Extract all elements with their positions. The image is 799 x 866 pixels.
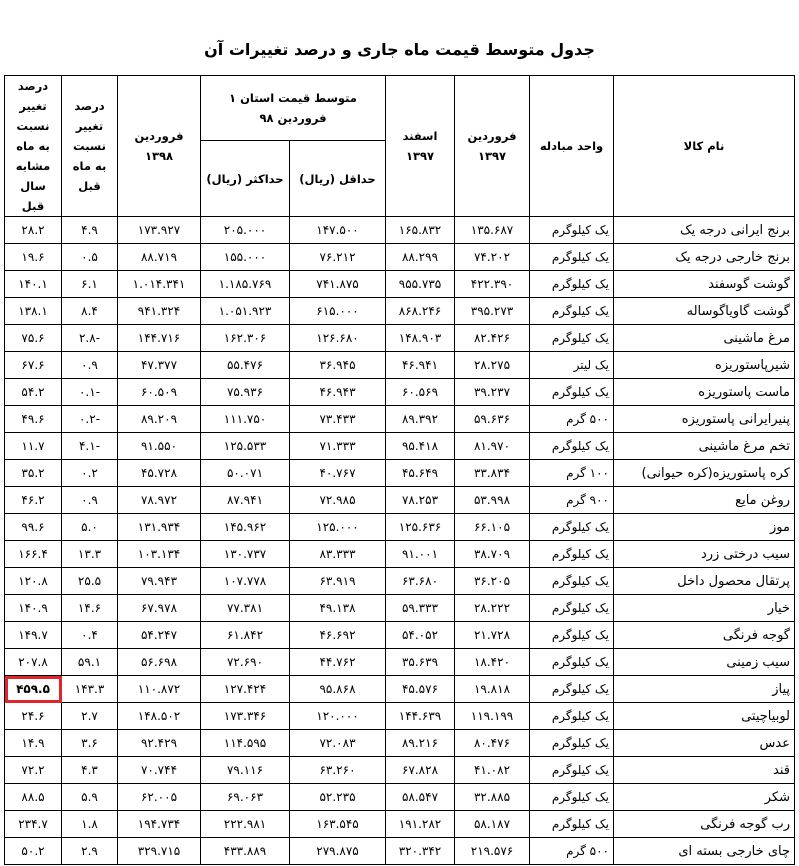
price-farvardin-1397: ۷۴.۲۰۲ bbox=[455, 244, 530, 271]
item-name: برنج خارجی درجه یک bbox=[614, 244, 795, 271]
price-max: ۱۳۰.۷۳۷ bbox=[201, 541, 290, 568]
price-table-body bbox=[5, 217, 795, 865]
unit-of-exchange: یک کیلوگرم bbox=[530, 325, 614, 352]
unit-of-exchange: یک کیلوگرم bbox=[530, 541, 614, 568]
percent-change-month: ۲.۹ bbox=[62, 838, 118, 865]
price-farvardin-1398: ۷۹.۹۴۳ bbox=[118, 568, 201, 595]
price-farvardin-1398: ۴۵.۷۲۸ bbox=[118, 460, 201, 487]
item-name: تخم مرغ ماشینی bbox=[614, 433, 795, 460]
price-farvardin-1397: ۳۹۵.۲۷۳ bbox=[455, 298, 530, 325]
table-row bbox=[5, 838, 795, 865]
header-unit: واحد مبادله bbox=[530, 76, 614, 217]
price-esfand-1397: ۶۰.۵۶۹ bbox=[386, 379, 455, 406]
table-row bbox=[5, 649, 795, 676]
price-farvardin-1398: ۱۷۳.۹۲۷ bbox=[118, 217, 201, 244]
table-row bbox=[5, 622, 795, 649]
price-max: ۱۶۲.۳۰۶ bbox=[201, 325, 290, 352]
price-farvardin-1397: ۳۶.۲۰۵ bbox=[455, 568, 530, 595]
percent-change-month: ۰.۵ bbox=[62, 244, 118, 271]
price-farvardin-1397: ۴۲۲.۳۹۰ bbox=[455, 271, 530, 298]
price-max: ۱۱۴.۵۹۵ bbox=[201, 730, 290, 757]
percent-change-month: -۲.۸ bbox=[62, 325, 118, 352]
table-row bbox=[5, 784, 795, 811]
price-farvardin-1397: ۵۸.۱۸۷ bbox=[455, 811, 530, 838]
percent-change-year: ۵۰.۲ bbox=[5, 838, 62, 865]
unit-of-exchange: یک کیلوگرم bbox=[530, 784, 614, 811]
price-max: ۱۰۷.۷۷۸ bbox=[201, 568, 290, 595]
item-name: چای خارجی بسته ای bbox=[614, 838, 795, 865]
item-name: برنج ایرانی درجه یک bbox=[614, 217, 795, 244]
price-esfand-1397: ۸۶۸.۲۴۶ bbox=[386, 298, 455, 325]
price-esfand-1397: ۸۸.۲۹۹ bbox=[386, 244, 455, 271]
item-name: سیب زمینی bbox=[614, 649, 795, 676]
percent-change-month: ۲.۷ bbox=[62, 703, 118, 730]
price-farvardin-1397: ۸۲.۴۲۶ bbox=[455, 325, 530, 352]
price-farvardin-1398: ۴۷.۳۷۷ bbox=[118, 352, 201, 379]
price-min: ۹۵.۸۶۸ bbox=[290, 676, 386, 703]
percent-change-year: ۴۶.۲ bbox=[5, 487, 62, 514]
price-min: ۷۳.۴۳۳ bbox=[290, 406, 386, 433]
item-name: پیاز bbox=[614, 676, 795, 703]
table-row bbox=[5, 379, 795, 406]
unit-of-exchange: یک کیلوگرم bbox=[530, 649, 614, 676]
price-max: ۱۲۷.۴۲۴ bbox=[201, 676, 290, 703]
item-name: قند bbox=[614, 757, 795, 784]
percent-change-month: ۰.۹ bbox=[62, 352, 118, 379]
price-farvardin-1397: ۵۳.۹۹۸ bbox=[455, 487, 530, 514]
unit-of-exchange: یک کیلوگرم bbox=[530, 379, 614, 406]
price-min: ۴۹.۱۳۸ bbox=[290, 595, 386, 622]
unit-of-exchange: یک کیلوگرم bbox=[530, 217, 614, 244]
price-farvardin-1397: ۳۲.۸۸۵ bbox=[455, 784, 530, 811]
unit-of-exchange: یک کیلوگرم bbox=[530, 568, 614, 595]
unit-of-exchange: یک کیلوگرم bbox=[530, 757, 614, 784]
percent-change-month: ۵۹.۱ bbox=[62, 649, 118, 676]
price-farvardin-1398: ۱۹۴.۷۳۴ bbox=[118, 811, 201, 838]
price-farvardin-1398: ۱.۰۱۴.۳۴۱ bbox=[118, 271, 201, 298]
price-farvardin-1397: ۳۹.۲۳۷ bbox=[455, 379, 530, 406]
price-esfand-1397: ۱۹۱.۲۸۲ bbox=[386, 811, 455, 838]
unit-of-exchange: یک کیلوگرم bbox=[530, 676, 614, 703]
unit-of-exchange: ۵۰۰ گرم bbox=[530, 838, 614, 865]
table-row bbox=[5, 757, 795, 784]
percent-change-month: ۰.۴ bbox=[62, 622, 118, 649]
price-max: ۵۰.۰۷۱ bbox=[201, 460, 290, 487]
price-esfand-1397: ۳۲۰.۳۴۲ bbox=[386, 838, 455, 865]
price-max: ۷۹.۱۱۶ bbox=[201, 757, 290, 784]
percent-change-month: ۰.۹ bbox=[62, 487, 118, 514]
table-row bbox=[5, 298, 795, 325]
unit-of-exchange: یک کیلوگرم bbox=[530, 514, 614, 541]
percent-change-year: ۳۵.۲ bbox=[5, 460, 62, 487]
price-farvardin-1398: ۶۷.۹۷۸ bbox=[118, 595, 201, 622]
price-farvardin-1397: ۲۱۹.۵۷۶ bbox=[455, 838, 530, 865]
unit-of-exchange: یک کیلوگرم bbox=[530, 433, 614, 460]
price-farvardin-1397: ۸۰.۴۷۶ bbox=[455, 730, 530, 757]
price-max: ۱۲۵.۵۳۳ bbox=[201, 433, 290, 460]
price-max: ۷۷.۳۸۱ bbox=[201, 595, 290, 622]
price-farvardin-1397: ۳۳.۸۳۴ bbox=[455, 460, 530, 487]
price-min: ۱۲۶.۶۸۰ bbox=[290, 325, 386, 352]
price-min: ۷۶.۲۱۲ bbox=[290, 244, 386, 271]
price-farvardin-1398: ۱۱۰.۸۷۲ bbox=[118, 676, 201, 703]
unit-of-exchange: یک کیلوگرم bbox=[530, 703, 614, 730]
price-max: ۱۱۱.۷۵۰ bbox=[201, 406, 290, 433]
percent-change-month: ۵.۹ bbox=[62, 784, 118, 811]
header-percent-change-year: درصد تغییر نسبت به ماه مشابه سال قبل bbox=[5, 76, 62, 217]
table-row bbox=[5, 595, 795, 622]
item-name: رب گوجه فرنگی bbox=[614, 811, 795, 838]
price-esfand-1397: ۹۱.۰۰۱ bbox=[386, 541, 455, 568]
price-max: ۱.۱۸۵.۷۶۹ bbox=[201, 271, 290, 298]
price-farvardin-1398: ۸۹.۲۰۹ bbox=[118, 406, 201, 433]
price-max: ۲۰۵.۰۰۰ bbox=[201, 217, 290, 244]
unit-of-exchange: یک کیلوگرم bbox=[530, 595, 614, 622]
table-row bbox=[5, 217, 795, 244]
percent-change-year: ۲۸.۲ bbox=[5, 217, 62, 244]
price-farvardin-1397: ۲۸.۲۷۵ bbox=[455, 352, 530, 379]
price-esfand-1397: ۹۵۵.۷۳۵ bbox=[386, 271, 455, 298]
price-farvardin-1398: ۶۲.۰۰۵ bbox=[118, 784, 201, 811]
price-max: ۲۲۲.۹۸۱ bbox=[201, 811, 290, 838]
price-farvardin-1398: ۱۴۸.۵۰۲ bbox=[118, 703, 201, 730]
percent-change-month: ۲۵.۵ bbox=[62, 568, 118, 595]
item-name: موز bbox=[614, 514, 795, 541]
price-farvardin-1397: ۱۳۵.۶۸۷ bbox=[455, 217, 530, 244]
table-row bbox=[5, 244, 795, 271]
item-name: خیار bbox=[614, 595, 795, 622]
price-farvardin-1398: ۷۰.۷۴۴ bbox=[118, 757, 201, 784]
percent-change-year: ۷۲.۲ bbox=[5, 757, 62, 784]
price-min: ۶۳.۲۶۰ bbox=[290, 757, 386, 784]
unit-of-exchange: ۹۰۰ گرم bbox=[530, 487, 614, 514]
price-max: ۷۵.۹۳۶ bbox=[201, 379, 290, 406]
item-name: پرتقال محصول داخل bbox=[614, 568, 795, 595]
price-max: ۶۱.۸۴۲ bbox=[201, 622, 290, 649]
price-farvardin-1398: ۳۲۹.۷۱۵ bbox=[118, 838, 201, 865]
price-min: ۸۳.۳۳۳ bbox=[290, 541, 386, 568]
price-min: ۴۰.۷۶۷ bbox=[290, 460, 386, 487]
price-esfand-1397: ۵۸.۵۴۷ bbox=[386, 784, 455, 811]
percent-change-year: ۱۴۰.۹ bbox=[5, 595, 62, 622]
percent-change-year: ۱۶۶.۴ bbox=[5, 541, 62, 568]
percent-change-year: ۱۳۸.۱ bbox=[5, 298, 62, 325]
table-row bbox=[5, 514, 795, 541]
price-esfand-1397: ۶۷.۸۲۸ bbox=[386, 757, 455, 784]
price-esfand-1397: ۱۲۵.۶۳۶ bbox=[386, 514, 455, 541]
price-min: ۴۶.۹۴۳ bbox=[290, 379, 386, 406]
percent-change-year: ۵۴.۲ bbox=[5, 379, 62, 406]
price-min: ۶۳.۹۱۹ bbox=[290, 568, 386, 595]
header-min: حداقل (ریال) bbox=[290, 141, 386, 217]
price-max: ۱۴۵.۹۶۲ bbox=[201, 514, 290, 541]
table-row bbox=[5, 460, 795, 487]
table-row bbox=[5, 730, 795, 757]
table-row bbox=[5, 541, 795, 568]
price-farvardin-1397: ۱۱۹.۱۹۹ bbox=[455, 703, 530, 730]
price-farvardin-1397: ۸۱.۹۷۰ bbox=[455, 433, 530, 460]
price-farvardin-1398: ۱۰۳.۱۳۴ bbox=[118, 541, 201, 568]
item-name: مرغ ماشینی bbox=[614, 325, 795, 352]
price-min: ۳۶.۹۴۵ bbox=[290, 352, 386, 379]
percent-change-year: ۸۸.۵ bbox=[5, 784, 62, 811]
price-esfand-1397: ۱۴۸.۹۰۳ bbox=[386, 325, 455, 352]
price-min: ۶۱۵.۰۰۰ bbox=[290, 298, 386, 325]
price-esfand-1397: ۴۶.۹۴۱ bbox=[386, 352, 455, 379]
price-max: ۱.۰۵۱.۹۲۳ bbox=[201, 298, 290, 325]
header-max: حداکثر (ریال) bbox=[201, 141, 290, 217]
unit-of-exchange: یک کیلوگرم bbox=[530, 244, 614, 271]
item-name: لوبیاچیتی bbox=[614, 703, 795, 730]
header-province-average: متوسط قیمت استان ۱ فروردین ۹۸ bbox=[201, 76, 386, 141]
price-farvardin-1397: ۴۱.۰۸۲ bbox=[455, 757, 530, 784]
percent-change-year: ۷۵.۶ bbox=[5, 325, 62, 352]
unit-of-exchange: یک کیلوگرم bbox=[530, 811, 614, 838]
item-name: سیب درختی زرد bbox=[614, 541, 795, 568]
item-name: گوشت گوسفند bbox=[614, 271, 795, 298]
price-farvardin-1398: ۹۲.۴۲۹ bbox=[118, 730, 201, 757]
table-row bbox=[5, 703, 795, 730]
table-row bbox=[5, 271, 795, 298]
percent-change-year: ۲۴.۶ bbox=[5, 703, 62, 730]
price-min: ۴۴.۷۶۲ bbox=[290, 649, 386, 676]
price-esfand-1397: ۱۴۴.۶۳۹ bbox=[386, 703, 455, 730]
price-max: ۸۷.۹۴۱ bbox=[201, 487, 290, 514]
price-farvardin-1398: ۵۴.۲۴۷ bbox=[118, 622, 201, 649]
item-name: ماست پاستوریزه bbox=[614, 379, 795, 406]
price-farvardin-1397: ۶۶.۱۰۵ bbox=[455, 514, 530, 541]
percent-change-month: ۴.۳ bbox=[62, 757, 118, 784]
price-esfand-1397: ۹۵.۴۱۸ bbox=[386, 433, 455, 460]
price-farvardin-1398: ۹۴۱.۳۲۴ bbox=[118, 298, 201, 325]
price-table bbox=[4, 75, 795, 865]
item-name: گوشت گاوياگوساله bbox=[614, 298, 795, 325]
percent-change-year: ۲۰۷.۸ bbox=[5, 649, 62, 676]
price-esfand-1397: ۵۹.۳۳۳ bbox=[386, 595, 455, 622]
item-name: عدس bbox=[614, 730, 795, 757]
unit-of-exchange: یک لیتر bbox=[530, 352, 614, 379]
price-farvardin-1398: ۸۸.۷۱۹ bbox=[118, 244, 201, 271]
percent-change-year: ۴۵۹.۵ bbox=[5, 676, 62, 703]
price-farvardin-1397: ۳۸.۷۰۹ bbox=[455, 541, 530, 568]
price-esfand-1397: ۵۴.۰۵۲ bbox=[386, 622, 455, 649]
unit-of-exchange: ۱۰۰ گرم bbox=[530, 460, 614, 487]
price-farvardin-1397: ۵۹.۶۳۶ bbox=[455, 406, 530, 433]
percent-change-year: ۴۹.۶ bbox=[5, 406, 62, 433]
price-max: ۶۹.۰۶۳ bbox=[201, 784, 290, 811]
table-row bbox=[5, 676, 795, 703]
price-min: ۷۲.۰۸۳ bbox=[290, 730, 386, 757]
header-farvardin-1398: فروردین ۱۳۹۸ bbox=[118, 76, 201, 217]
price-esfand-1397: ۸۹.۲۱۶ bbox=[386, 730, 455, 757]
price-max: ۱۵۵.۰۰۰ bbox=[201, 244, 290, 271]
price-farvardin-1398: ۹۱.۵۵۰ bbox=[118, 433, 201, 460]
item-name: شیرپاستوریزه bbox=[614, 352, 795, 379]
price-min: ۴۶.۶۹۲ bbox=[290, 622, 386, 649]
percent-change-month: ۳.۶ bbox=[62, 730, 118, 757]
unit-of-exchange: ۵۰۰ گرم bbox=[530, 406, 614, 433]
percent-change-month: ۴.۹ bbox=[62, 217, 118, 244]
price-esfand-1397: ۱۶۵.۸۳۲ bbox=[386, 217, 455, 244]
table-row bbox=[5, 433, 795, 460]
price-min: ۷۲.۹۸۵ bbox=[290, 487, 386, 514]
page-title: جدول متوسط قیمت ماه جاری و درصد تغییرات آن bbox=[204, 40, 595, 59]
percent-change-month: ۵.۰ bbox=[62, 514, 118, 541]
table-row bbox=[5, 487, 795, 514]
percent-change-year: ۶۷.۶ bbox=[5, 352, 62, 379]
percent-change-year: ۱۴۰.۱ bbox=[5, 271, 62, 298]
percent-change-month: -۰.۲ bbox=[62, 406, 118, 433]
percent-change-month: ۱۴۳.۳ bbox=[62, 676, 118, 703]
percent-change-year: ۱۹.۶ bbox=[5, 244, 62, 271]
item-name: گوجه فرنگی bbox=[614, 622, 795, 649]
header-percent-change-month: درصد تغییر نسبت به ماه قبل bbox=[62, 76, 118, 217]
percent-change-month: ۱.۸ bbox=[62, 811, 118, 838]
table-row bbox=[5, 811, 795, 838]
price-esfand-1397: ۸۹.۳۹۲ bbox=[386, 406, 455, 433]
price-esfand-1397: ۳۵.۶۳۹ bbox=[386, 649, 455, 676]
unit-of-exchange: یک کیلوگرم bbox=[530, 622, 614, 649]
price-farvardin-1398: ۷۸.۹۷۲ bbox=[118, 487, 201, 514]
percent-change-month: ۰.۲ bbox=[62, 460, 118, 487]
price-min: ۱۲۰.۰۰۰ bbox=[290, 703, 386, 730]
item-name: روغن مایع bbox=[614, 487, 795, 514]
unit-of-exchange: یک کیلوگرم bbox=[530, 298, 614, 325]
table-row bbox=[5, 325, 795, 352]
price-farvardin-1398: ۵۶.۶۹۸ bbox=[118, 649, 201, 676]
price-farvardin-1398: ۱۴۴.۷۱۶ bbox=[118, 325, 201, 352]
price-min: ۷۱.۳۳۳ bbox=[290, 433, 386, 460]
percent-change-year: ۲۳۴.۷ bbox=[5, 811, 62, 838]
percent-change-year: ۹۹.۶ bbox=[5, 514, 62, 541]
header-farvardin-1397: فروردین ۱۳۹۷ bbox=[455, 76, 530, 217]
price-farvardin-1397: ۲۸.۲۲۲ bbox=[455, 595, 530, 622]
price-min: ۵۲.۲۳۵ bbox=[290, 784, 386, 811]
percent-change-month: ۶.۱ bbox=[62, 271, 118, 298]
price-farvardin-1398: ۱۳۱.۹۳۴ bbox=[118, 514, 201, 541]
percent-change-year: ۱۴.۹ bbox=[5, 730, 62, 757]
price-max: ۴۳۳.۸۸۹ bbox=[201, 838, 290, 865]
percent-change-month: ۱۴.۶ bbox=[62, 595, 118, 622]
item-name: شکر bbox=[614, 784, 795, 811]
item-name: پنیرایرانی پاستوریزه bbox=[614, 406, 795, 433]
price-esfand-1397: ۴۵.۶۴۹ bbox=[386, 460, 455, 487]
price-farvardin-1398: ۶۰.۵۰۹ bbox=[118, 379, 201, 406]
unit-of-exchange: یک کیلوگرم bbox=[530, 730, 614, 757]
header-name: نام کالا bbox=[614, 76, 795, 217]
price-min: ۱۴۷.۵۰۰ bbox=[290, 217, 386, 244]
price-max: ۵۵.۴۷۶ bbox=[201, 352, 290, 379]
price-esfand-1397: ۶۳.۶۸۰ bbox=[386, 568, 455, 595]
percent-change-year: ۱۱.۷ bbox=[5, 433, 62, 460]
price-min: ۱۲۵.۰۰۰ bbox=[290, 514, 386, 541]
percent-change-month: ۸.۴ bbox=[62, 298, 118, 325]
price-min: ۲۷۹.۸۷۵ bbox=[290, 838, 386, 865]
price-max: ۱۷۳.۳۴۶ bbox=[201, 703, 290, 730]
price-max: ۷۲.۶۹۰ bbox=[201, 649, 290, 676]
percent-change-month: -۰.۱ bbox=[62, 379, 118, 406]
price-esfand-1397: ۷۸.۲۵۳ bbox=[386, 487, 455, 514]
table-row bbox=[5, 352, 795, 379]
table-row bbox=[5, 406, 795, 433]
price-min: ۱۶۳.۵۴۵ bbox=[290, 811, 386, 838]
price-min: ۷۴۱.۸۷۵ bbox=[290, 271, 386, 298]
unit-of-exchange: یک کیلوگرم bbox=[530, 271, 614, 298]
percent-change-month: -۴.۱ bbox=[62, 433, 118, 460]
price-esfand-1397: ۴۵.۵۷۶ bbox=[386, 676, 455, 703]
percent-change-year: ۱۴۹.۷ bbox=[5, 622, 62, 649]
price-farvardin-1397: ۱۹.۸۱۸ bbox=[455, 676, 530, 703]
percent-change-year: ۱۲۰.۸ bbox=[5, 568, 62, 595]
price-farvardin-1397: ۱۸.۴۲۰ bbox=[455, 649, 530, 676]
header-esfand-1397: اسفند ۱۳۹۷ bbox=[386, 76, 455, 217]
percent-change-month: ۱۳.۳ bbox=[62, 541, 118, 568]
item-name: کره پاستوریزه(کره حیوانی) bbox=[614, 460, 795, 487]
table-row bbox=[5, 568, 795, 595]
price-farvardin-1397: ۲۱.۷۲۸ bbox=[455, 622, 530, 649]
